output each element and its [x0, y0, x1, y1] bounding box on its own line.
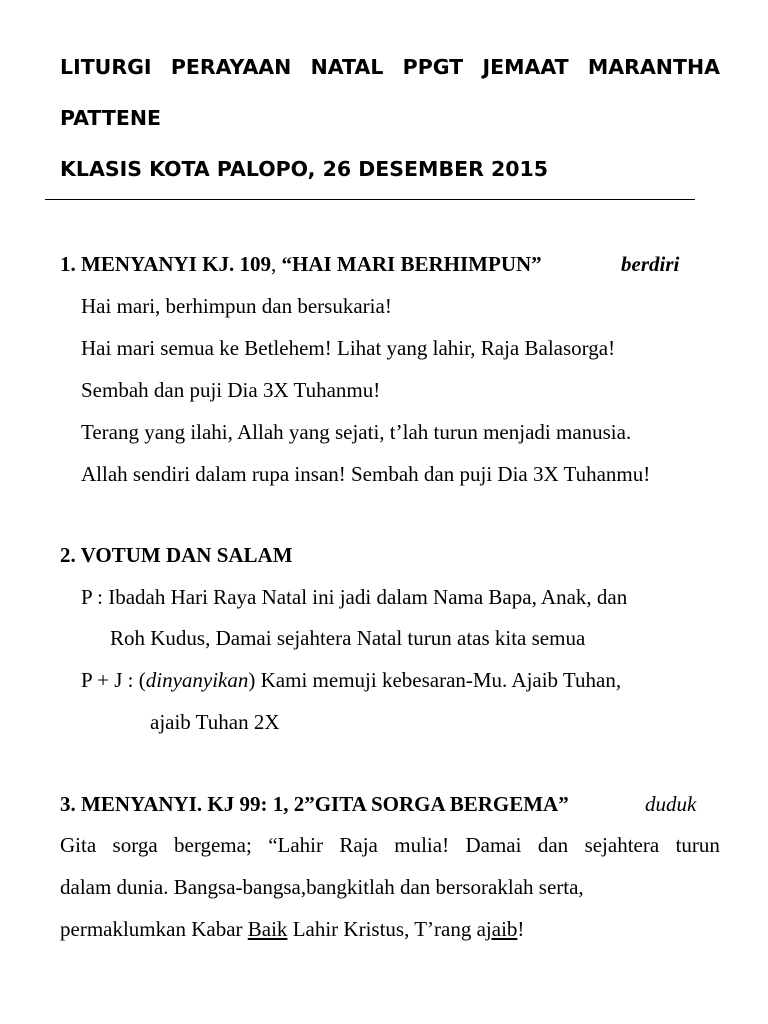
section-1-lyric: Hai mari semua ke Betlehem! Lihat yang lahir, Raja Balasorga!: [81, 336, 616, 360]
title-word: MARANTHA: [587, 55, 720, 79]
lyric-word: sorga: [112, 833, 158, 857]
section-2-pj-italic: dinyanyikan: [145, 668, 249, 692]
document-title: [60, 52, 720, 184]
section-2-leader-line-2: Roh Kudus, Damai sejahtera Natal turun atas kita semua: [110, 626, 586, 650]
title-line-3: KLASIS KOTA PALOPO, 26 DESEMBER 2015: [60, 157, 549, 181]
lyric-word: dan: [537, 833, 569, 857]
section-1-posture: berdiri: [621, 252, 680, 276]
section-1-heading-sep: ,: [270, 252, 282, 276]
lyric-word: Raja: [339, 833, 378, 857]
section-3-posture: duduk: [645, 792, 697, 816]
section-3-lyric-line-1: [60, 831, 720, 859]
section-3-lyric-line-2: dalam dunia. Bangsa-bangsa,bangkitlah dan bersoraklah serta,: [60, 875, 584, 899]
section-1-lyric: Allah sendiri dalam rupa insan! Sembah dan puji Dia 3X Tuhanmu!: [81, 462, 651, 486]
section-2-congregation-line-1: [81, 666, 621, 694]
section-2-congregation-line-2: ajaib Tuhan 2X: [150, 710, 280, 734]
section-2-heading: 2. VOTUM DAN SALAM: [60, 543, 293, 567]
lyric-word: “Lahir: [268, 833, 323, 857]
section-1-song-title: “HAI MARI BERHIMPUN”: [281, 252, 542, 276]
section-2-pj-rest: ) Kami memuji kebesaran-Mu. Ajaib Tuhan,: [248, 668, 622, 692]
section-2-pj-prefix: P + J : (: [81, 668, 146, 692]
underlined-word: Baik: [247, 917, 288, 941]
title-word: PERAYAAN: [170, 55, 292, 79]
lyric-segment: Lahir Kristus, T’rang a: [287, 917, 486, 941]
lyric-word: bergema;: [174, 833, 252, 857]
title-word: PPGT: [402, 55, 464, 79]
section-1-lyric: Hai mari, berhimpun dan bersukaria!: [81, 294, 392, 318]
lyric-segment: !: [517, 917, 525, 941]
lyric-segment: permaklumkan Kabar: [60, 917, 248, 941]
section-3-lyric-line-3: [60, 915, 524, 943]
section-1-heading-main: 1. MENYANYI KJ. 109: [60, 252, 271, 276]
lyric-word: turun: [675, 833, 720, 857]
title-divider: [45, 199, 695, 200]
title-line-2: PATTENE: [60, 106, 162, 130]
section-1-heading: [60, 250, 542, 278]
section-3-heading: 3. MENYANYI. KJ 99: 1, 2”GITA SORGA BERGEMA”: [60, 792, 569, 816]
title-word: LITURGI: [60, 55, 152, 79]
section-1-lyric: Sembah dan puji Dia 3X Tuhanmu!: [81, 378, 381, 402]
title-line-1: [60, 52, 720, 82]
lyric-word: Gita: [60, 833, 97, 857]
lyric-word: Damai: [465, 833, 522, 857]
title-word: JEMAAT: [482, 55, 569, 79]
lyric-word: sejahtera: [584, 833, 660, 857]
title-word: NATAL: [310, 55, 384, 79]
underlined-word: jaib: [485, 917, 518, 941]
lyric-word: mulia!: [394, 833, 450, 857]
section-2-leader-line-1: P : Ibadah Hari Raya Natal ini jadi dalam Nama Bapa, Anak, dan: [81, 585, 628, 609]
section-1-lyric: Terang yang ilahi, Allah yang sejati, t’lah turun menjadi manusia.: [81, 420, 632, 444]
